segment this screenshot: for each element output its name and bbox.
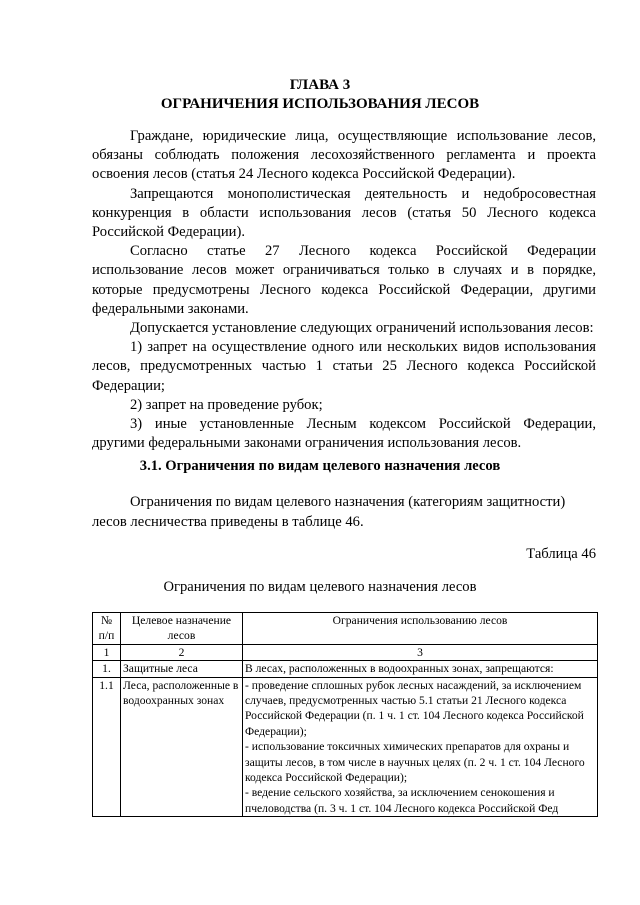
column-header: № п/п	[93, 613, 121, 645]
table-row	[93, 661, 598, 677]
row-restriction	[243, 677, 598, 817]
section-intro	[92, 492, 596, 532]
paragraph: Граждане, юридические лица, осуществляющие использование лесов, обязаны соблюдать положения лесохозяйственного регламента и проекта освоения лесов (статья 24 Лесного кодекса Российской Федерации).	[92, 128, 596, 183]
section-title: 3.1. Ограничения по видам целевого назначения лесов	[139, 458, 501, 474]
paragraph: Согласно статье 27 Лесного кодекса Российской Федерации использование лесов может ограничиваться только в случаях и в порядке, которые предусмотрены Лесного кодекса Российской Федерации, другими федеральными законами.	[92, 243, 596, 317]
chapter-body	[92, 127, 596, 453]
table-row	[93, 677, 598, 817]
paragraph: Допускается установление следующих ограничений использования лесов:	[130, 320, 594, 337]
paragraph: Запрещаются монополистическая деятельность и недобросовестная конкуренция в области использования лесов (статья 50 Лесного кодекса Российской Федерации).	[92, 185, 596, 241]
column-index: 3	[243, 644, 598, 660]
column-header: Ограничения использованию лесов	[243, 613, 598, 645]
table-index-row	[93, 644, 598, 660]
list-item: 1) запрет на осуществление одного или нескольких видов использования лесов, предусмотренных частью 1 статьи 25 Лесного кодекса Российской Федерации;	[92, 339, 596, 394]
table-label: Таблица 46	[526, 546, 596, 562]
list-item: 3) иные установленные Лесным кодексом Российской Федерации, другими федеральными законами ограничения использования лесов.	[92, 416, 596, 452]
restriction-item: - использование токсичных химических препаратов для охраны и защиты лесов, в том числе в научных целях (п. 2 ч. 1 ст. 104 Лесного кодекса Российской Федерации);	[245, 740, 585, 785]
row-purpose: Леса, расположенные в водоохранных зонах	[121, 677, 243, 817]
row-number: 1.1	[93, 677, 121, 817]
paragraph: Ограничения по видам целевого назначения (категориям защитности) лесов лесничества приведены в таблице 46.	[92, 494, 566, 530]
row-restriction: В лесах, расположенных в водоохранных зонах, запрещаются:	[243, 661, 598, 677]
column-index: 2	[121, 644, 243, 660]
row-purpose: Защитные леса	[121, 661, 243, 677]
restriction-item: - проведение сплошных рубок лесных насаждений, за исключением случаев, предусмотренных частью 5.1 статьи 21 Лесного кодекса Российской Федерации (п. 1 ч. 1 ст. 104 Лесного кодекса Российской Федерации);	[245, 678, 584, 738]
table-header-row	[93, 613, 598, 645]
column-index: 1	[93, 644, 121, 660]
restriction-item: - ведение сельского хозяйства, за исключением сенокошения и пчеловодства (п. 3 ч. 1 ст. 104 Лесного кодекса Российской Фед	[245, 786, 559, 815]
chapter-title: ОГРАНИЧЕНИЯ ИСПОЛЬЗОВАНИЯ ЛЕСОВ	[160, 96, 480, 112]
restrictions-table	[92, 612, 598, 817]
table-caption: Ограничения по видам целевого назначения лесов	[163, 579, 477, 595]
chapter-number: ГЛАВА 3	[289, 77, 351, 93]
list-item: 2) запрет на проведение рубок;	[130, 396, 323, 413]
row-number: 1.	[93, 661, 121, 677]
column-header: Целевое назначение лесов	[121, 613, 243, 645]
